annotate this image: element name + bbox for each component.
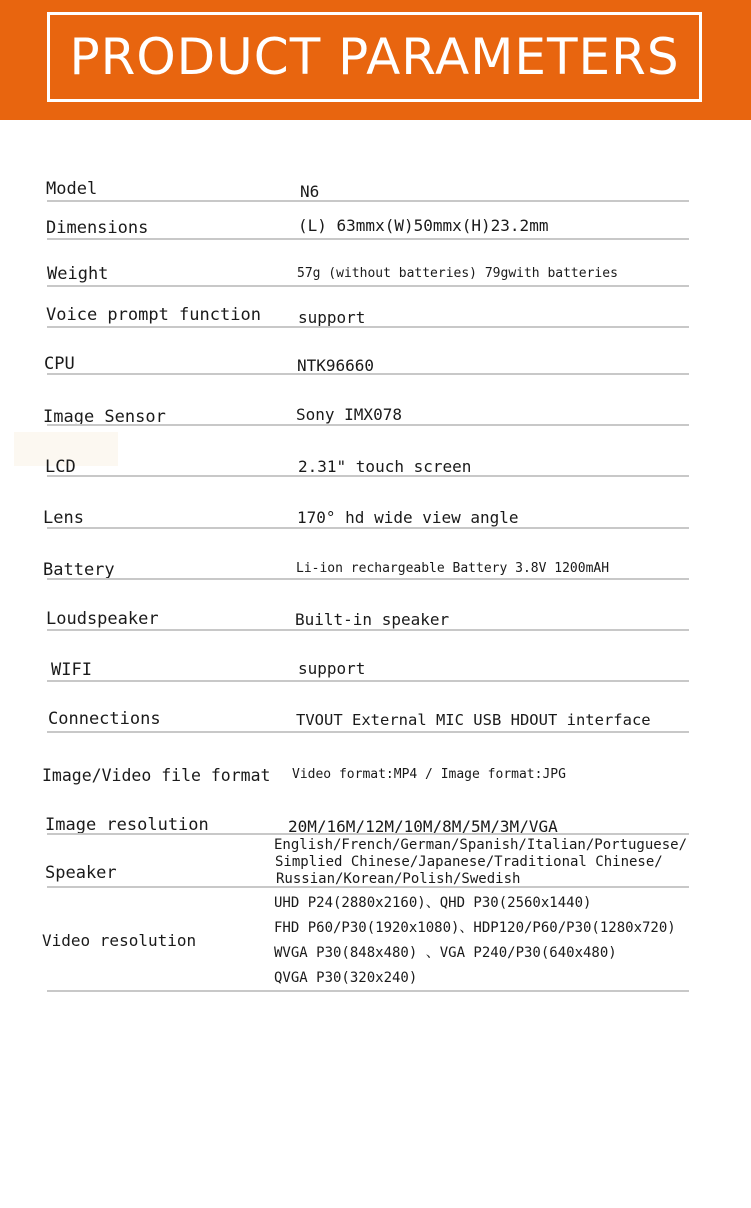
row-divider <box>47 680 689 682</box>
spec-value: support <box>298 659 366 678</box>
row-divider <box>47 424 689 426</box>
spec-label: Connections <box>48 709 161 729</box>
row-divider <box>47 326 689 328</box>
speaker-language-line: Russian/Korean/Polish/Swedish <box>276 871 521 887</box>
spec-label: Battery <box>43 560 115 580</box>
video-resolution-line: QVGA P30(320x240) <box>274 970 418 986</box>
row-divider <box>47 731 689 733</box>
spec-value: TVOUT External MIC USB HDOUT interface <box>296 711 651 729</box>
spec-value: (L) 63mmx(W)50mmx(H)23.2mm <box>298 216 549 235</box>
row-divider <box>47 990 689 992</box>
spec-label: WIFI <box>51 660 92 680</box>
spec-value: support <box>298 308 366 327</box>
row-divider <box>47 527 689 529</box>
spec-value: 57g (without batteries) 79gwith batteries <box>297 266 618 281</box>
spec-value: Built-in speaker <box>295 610 450 629</box>
speaker-language-line: English/French/German/Spanish/Italian/Portuguese/ <box>274 837 688 853</box>
header-banner <box>0 0 751 120</box>
spec-label: Image Sensor <box>43 407 166 427</box>
spec-label: Speaker <box>45 863 117 883</box>
page-title: PRODUCT PARAMETERS <box>69 28 680 86</box>
spec-label: Dimensions <box>46 218 149 238</box>
spec-label: Image/Video file format <box>42 766 271 785</box>
spec-label: Lens <box>43 508 84 528</box>
spec-label: Weight <box>47 264 109 284</box>
spec-value: NTK96660 <box>297 356 375 375</box>
speaker-language-line: Simplied Chinese/Japanese/Traditional Chinese/ <box>275 854 663 870</box>
spec-value: 20M/16M/12M/10M/8M/5M/3M/VGA <box>288 817 558 836</box>
spec-value: Li-ion rechargeable Battery 3.8V 1200mAH <box>296 561 610 576</box>
video-resolution-line: FHD P60/P30(1920x1080)、HDP120/P60/P30(1280x720) <box>274 920 676 936</box>
video-resolution-line: WVGA P30(848x480) 、VGA P240/P30(640x480) <box>274 945 617 961</box>
spec-label: Loudspeaker <box>46 609 159 629</box>
spec-label: Video resolution <box>42 931 197 950</box>
row-divider <box>47 238 689 240</box>
spec-label: CPU <box>44 354 75 374</box>
spec-value-lines <box>274 891 676 991</box>
spec-value: N6 <box>300 182 320 201</box>
video-resolution-line: UHD P24(2880x2160)、QHD P30(2560x1440) <box>274 895 592 911</box>
spec-value: Sony IMX078 <box>296 405 402 424</box>
row-divider <box>47 833 689 835</box>
spec-label: Model <box>46 179 98 199</box>
row-divider <box>47 886 689 888</box>
spec-value: 2.31" touch screen <box>298 457 472 476</box>
spec-value-lines <box>274 837 687 888</box>
spec-label: Image resolution <box>45 815 209 835</box>
spec-label: Voice prompt function <box>46 305 261 325</box>
header-frame <box>47 12 702 102</box>
row-divider <box>47 285 689 287</box>
row-divider <box>47 475 689 477</box>
spec-label: LCD <box>45 457 76 477</box>
row-divider <box>47 629 689 631</box>
row-divider <box>47 373 689 375</box>
spec-value: 170° hd wide view angle <box>297 508 519 527</box>
spec-value: Video format:MP4 / Image format:JPG <box>292 767 566 782</box>
row-divider <box>47 578 689 580</box>
row-divider <box>47 200 689 202</box>
